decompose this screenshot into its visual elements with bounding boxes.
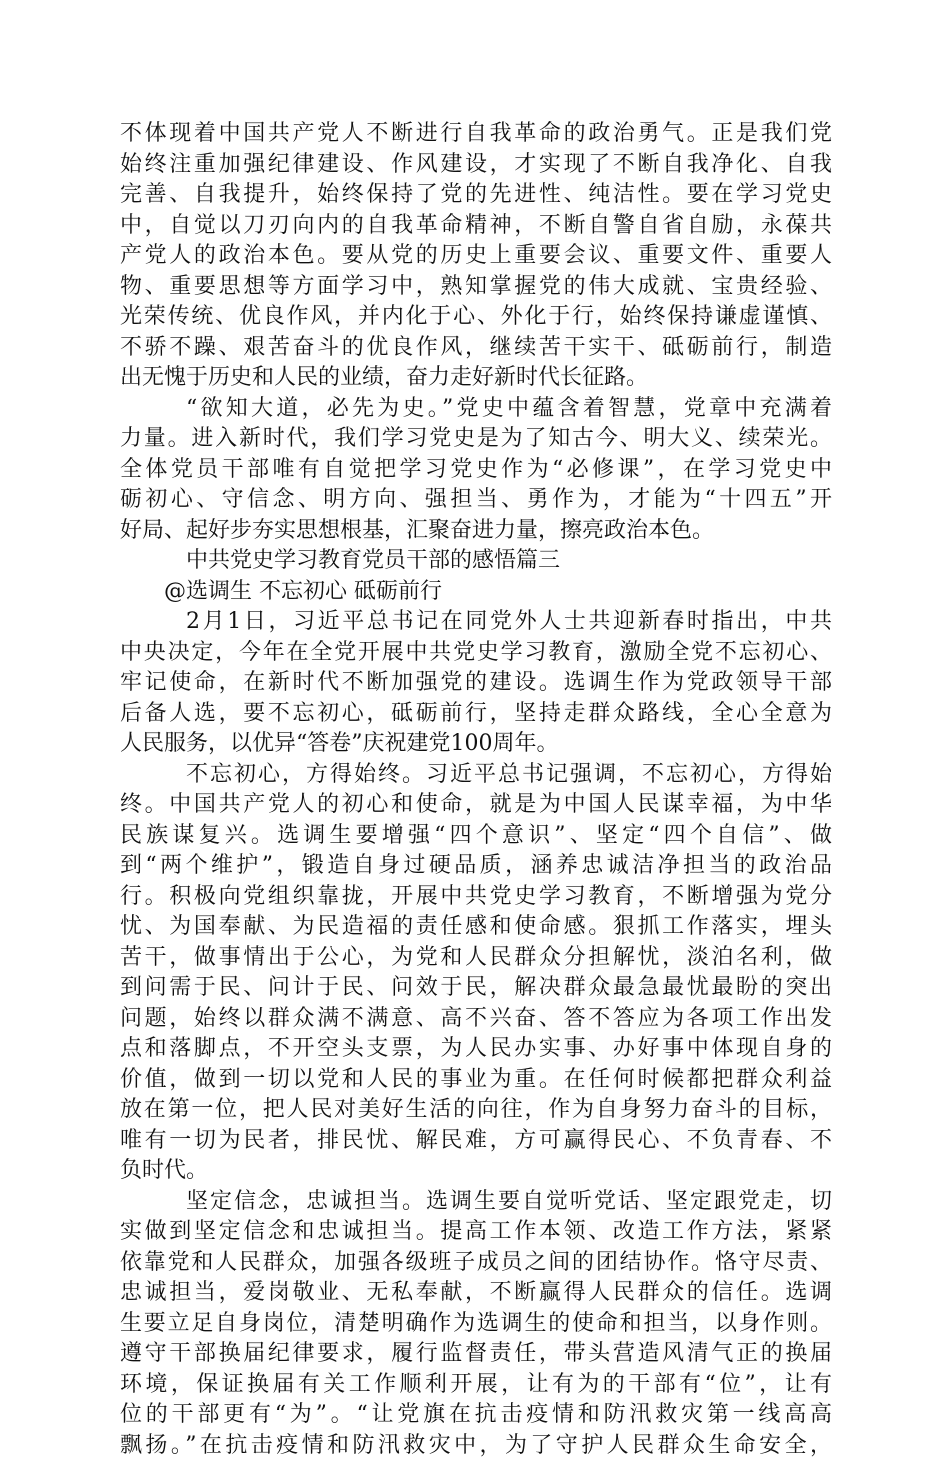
- text-line: 苦干，做事情出于公心，为党和人民群众分担解忧，淡泊名利，做: [120, 943, 832, 974]
- text-line: 不骄不躁、艰苦奋斗的优良作风，继续苦干实干、砥砺前行，制造: [120, 333, 832, 364]
- text-line: 到问需于民、问计于民、问效于民，解决群众最急最忧最盼的突出: [120, 973, 832, 1004]
- text-line: 忧、为国奉献、为民造福的责任感和使命感。狠抓工作落实，埋头: [120, 912, 832, 943]
- paragraph-first-line: 2月1日，习近平总书记在同党外人士共迎新春时指出，中共: [120, 607, 832, 638]
- text-line: 出无愧于历史和人民的业绩，奋力走好新时代长征路。: [120, 363, 832, 394]
- text-line: 民族谋复兴。选调生要增强“四个意识”、坚定“四个自信”、做: [120, 821, 832, 852]
- text-line: 生要立足自身岗位，清楚明确作为选调生的使命和担当，以身作则。: [120, 1309, 832, 1340]
- text-line: 终。中国共产党人的初心和使命，就是为中国人民谋幸福，为中华: [120, 790, 832, 821]
- paragraph-first-line: 坚定信念，忠诚担当。选调生要自觉听党话、坚定跟党走，切: [120, 1187, 832, 1218]
- text-line: 人民服务，以优异“答卷”庆祝建党100周年。: [120, 729, 832, 760]
- text-line: 光荣传统、优良作风，并内化于心、外化于行，始终保持谦虚谨慎、: [120, 302, 832, 333]
- text-line: 忠诚担当，爱岗敬业、无私奉献，不断赢得人民群众的信任。选调: [120, 1278, 832, 1309]
- text-line: 实做到坚定信念和忠诚担当。提高工作本领、改造工作方法，紧紧: [120, 1217, 832, 1248]
- section-heading: 中共党史学习教育党员干部的感悟篇三: [120, 546, 832, 577]
- paragraph-first-line: “欲知大道，必先为史。”党史中蕴含着智慧，党章中充满着: [120, 394, 832, 425]
- text-line: 行。积极向党组织靠拢，开展中共党史学习教育，不断增强为党分: [120, 882, 832, 913]
- text-line: 完善、自我提升，始终保持了党的先进性、纯洁性。要在学习党史: [120, 180, 832, 211]
- text-line: 砺初心、守信念、明方向、强担当、勇作为，才能为“十四五”开: [120, 485, 832, 516]
- text-line: 依靠党和人民群众，加强各级班子成员之间的团结协作。恪守尽责、: [120, 1248, 832, 1279]
- text-line: 牢记使命，在新时代不断加强党的建设。选调生作为党政领导干部: [120, 668, 832, 699]
- paragraph-first-line: 不忘初心，方得始终。习近平总书记强调，不忘初心，方得始: [120, 760, 832, 791]
- text-line: 飘扬。”在抗击疫情和防汛救灾中，为了守护人民群众生命安全，: [120, 1431, 832, 1461]
- text-line: 中央决定，今年在全党开展中共党史学习教育，激励全党不忘初心、: [120, 638, 832, 669]
- text-line: 好局、起好步夯实思想根基，汇聚奋进力量，擦亮政治本色。: [120, 516, 832, 547]
- text-line: 遵守干部换届纪律要求，履行监督责任，带头营造风清气正的换届: [120, 1339, 832, 1370]
- text-line: 放在第一位，把人民对美好生活的向往，作为自身努力奋斗的目标，: [120, 1095, 832, 1126]
- text-line: 始终注重加强纪律建设、作风建设，才实现了不断自我净化、自我: [120, 150, 832, 181]
- text-line: 全体党员干部唯有自觉把学习党史作为“必修课”，在学习党史中: [120, 455, 832, 486]
- section-subtitle: @选调生 不忘初心 砥砺前行: [120, 577, 832, 608]
- text-line: 唯有一切为民者，排民忧、解民难，方可赢得民心、不负青春、不: [120, 1126, 832, 1157]
- document-body: [120, 119, 832, 1461]
- text-line: 价值，做到一切以党和人民的事业为重。在任何时候都把群众利益: [120, 1065, 832, 1096]
- text-line: 点和落脚点，不开空头支票，为人民办实事、办好事中体现自身的: [120, 1034, 832, 1065]
- text-line: 位的干部更有“为”。“让党旗在抗击疫情和防汛救灾第一线高高: [120, 1400, 832, 1431]
- text-line: 中，自觉以刀刃向内的自我革命精神，不断自警自省自励，永葆共: [120, 211, 832, 242]
- text-line: 到“两个维护”，锻造自身过硬品质，涵养忠诚洁净担当的政治品: [120, 851, 832, 882]
- text-line: 不体现着中国共产党人不断进行自我革命的政治勇气。正是我们党: [120, 119, 832, 150]
- text-line: 后备人选，要不忘初心，砥砺前行，坚持走群众路线，全心全意为: [120, 699, 832, 730]
- text-line: 产党人的政治本色。要从党的历史上重要会议、重要文件、重要人: [120, 241, 832, 272]
- text-line: 问题，始终以群众满不满意、高不兴奋、答不答应为各项工作出发: [120, 1004, 832, 1035]
- text-line: 力量。进入新时代，我们学习党史是为了知古今、明大义、续荣光。: [120, 424, 832, 455]
- text-line: 负时代。: [120, 1156, 832, 1187]
- text-line: 物、重要思想等方面学习中，熟知掌握党的伟大成就、宝贵经验、: [120, 272, 832, 303]
- text-line: 环境，保证换届有关工作顺利开展，让有为的干部有“位”，让有: [120, 1370, 832, 1401]
